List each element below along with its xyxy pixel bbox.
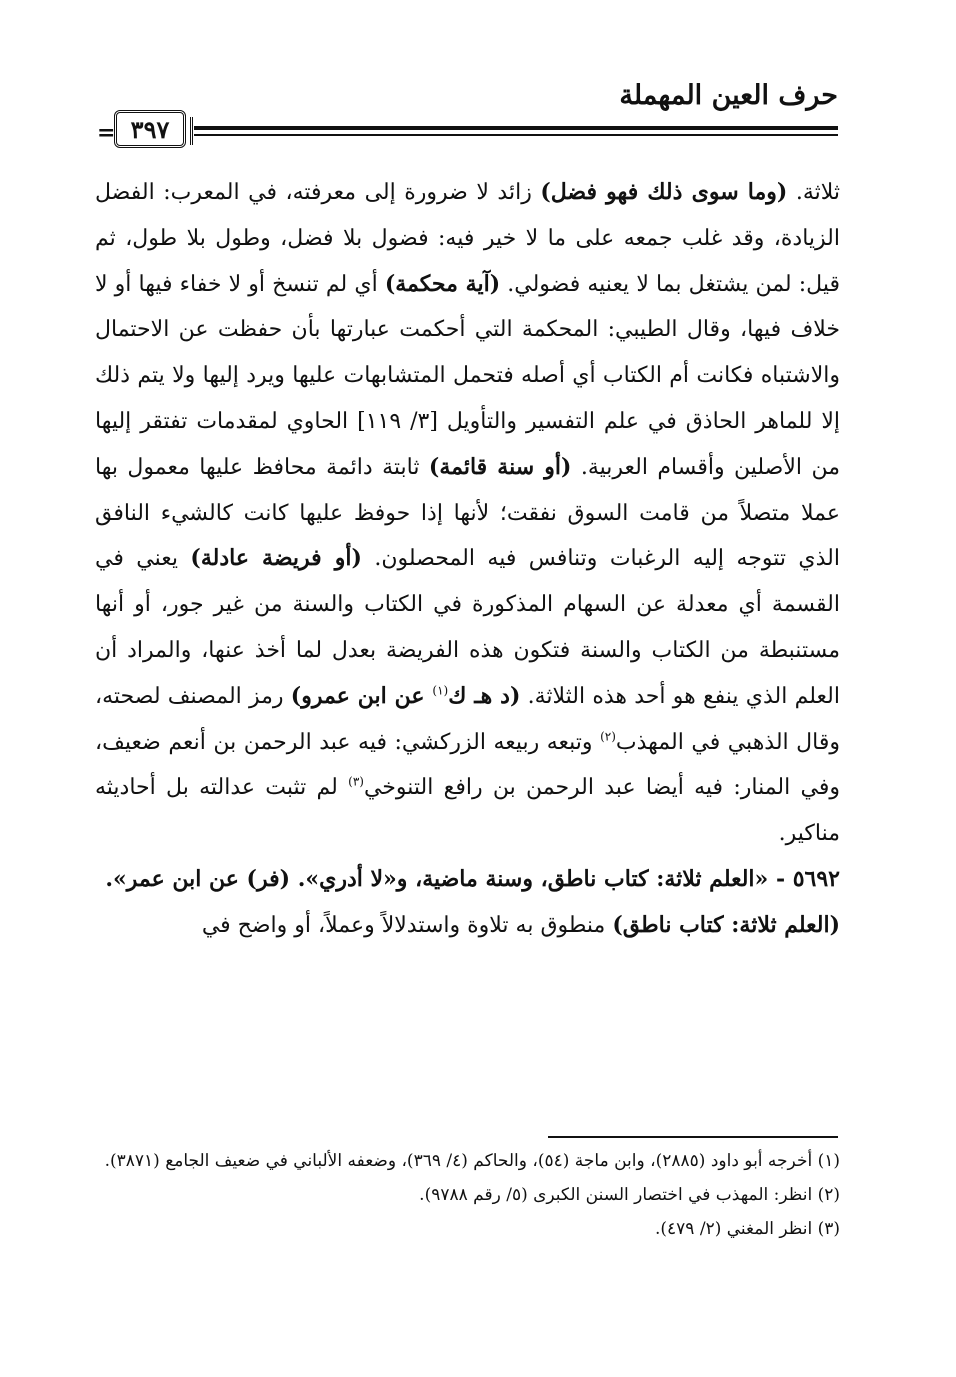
commentary-paragraph xyxy=(95,903,840,949)
footnote-2: (٢) انظر: المهذب في اختصار السنن الكبرى (٥/ رقم ٩٧٨٨). xyxy=(419,1185,840,1205)
footnote-separator xyxy=(548,1136,838,1138)
text-run: رمز المصنف لصحته، وقال الذهبي في المهذب xyxy=(95,683,840,755)
quoted-matn: (وما سوى ذلك فهو فضل) xyxy=(540,179,788,205)
footnotes xyxy=(100,1144,840,1246)
footnote-ref-3[interactable]: (٣) xyxy=(348,775,364,790)
text-run: منطوق به تلاوة واستدلالاً وعملاً، أو واضح في xyxy=(201,912,613,938)
hadith-entry: ٥٦٩٢ - «العلم ثلاثة: كتاب ناطق، وسنة ماضية، و«لا أدري». (فر) عن ابن عمر». xyxy=(105,865,840,892)
page-number: ٣٩٧ xyxy=(114,110,186,148)
header-rule-thin xyxy=(194,134,838,136)
footnote-ref-1[interactable]: (١) xyxy=(432,683,449,698)
header-rule xyxy=(194,126,838,140)
text-run: أي لم تنسخ أو لا خفاء فيها أو لا خلاف فيها، وقال الطيبي: المحكمة التي أحكمت عبارتها بأن حفظت عن الاحتمال والاشتباه فكانت أم الكتاب أي أصله فتحمل المتشابهات عليها ويرد إليها ولا يتم ذلك إلا للماهر الحاذق في علم التفسير والتأويل [٣/ ١١٩] الحاوي لمقدمات تفتقر إليها من الأصلين وأقسام العربية. xyxy=(95,271,841,480)
commentary-paragraph xyxy=(95,170,840,857)
footnote-1: (١) أخرجه أبو داود (٢٨٨٥)، وابن ماجة (٥٤)، والحاكم (٤/ ٣٦٩)، وضعفه الألباني في ضعيف الجامع (٣٨٧١). xyxy=(104,1151,840,1171)
text-run: لم تثبت عدالته بل أحاديثه مناكير. xyxy=(95,775,840,847)
footnote-ref-2[interactable]: (٢) xyxy=(600,729,616,744)
quoted-matn: (العلم ثلاثة: كتاب ناطق) xyxy=(612,911,840,938)
text-run: ثلاثة. xyxy=(787,180,841,205)
quoted-matn: (آية محكمة) xyxy=(384,270,501,297)
text-run: ثابتة دائمة محافظ عليها معمول بها عملا متصلاً من قامت السوق نفقت؛ لأنها إذا حوفظ عليها كانت كالشيء النافق الذي تتوجه إليه الرغبات وتنافس فيه المحصلون. xyxy=(95,454,840,572)
running-title: حرف العين المهملة xyxy=(619,80,838,111)
text-run: يعني في القسمة أي معدلة عن السهام المذكورة في الكتاب والسنة من غير جور، أو أنها مستنبطة من الكتاب والسنة فتكون هذه الفريضة بعدل لما أخذ عنها، والمراد أن العلم الذي ينفع هو أحد هذه الثلاثة. xyxy=(95,546,840,709)
quoted-matn: عن ابن عمرو) xyxy=(290,682,433,709)
page-number-dash: = xyxy=(97,120,116,146)
quoted-matn: (أو فريضة عادلة) xyxy=(190,545,362,572)
text-run: وتبعه ربيعه الزركشي: فيه عبد الرحمن بن أنعم ضعيف، وفي المنار: فيه أيضا عبد الرحمن بن رافع التنوخي xyxy=(95,729,840,801)
main-text xyxy=(95,170,840,949)
source-symbols: (د هـ ك xyxy=(448,682,521,709)
text-run: زائد لا ضرورة إلى معرفته، في المعرب: الفضل الزيادة، وقد غلب جمعه على ما لا خير فيه: فضول بلا فضل، وطول بلا طول، ثم قيل: لمن يشتغل بما لا يعنيه فضولي. xyxy=(95,180,840,297)
quoted-matn: (أو سنة قائمة) xyxy=(428,453,572,480)
footnote-3: (٣) انظر المغني (٢/ ٤٧٩). xyxy=(654,1219,840,1239)
header-rule-thick xyxy=(194,126,838,130)
